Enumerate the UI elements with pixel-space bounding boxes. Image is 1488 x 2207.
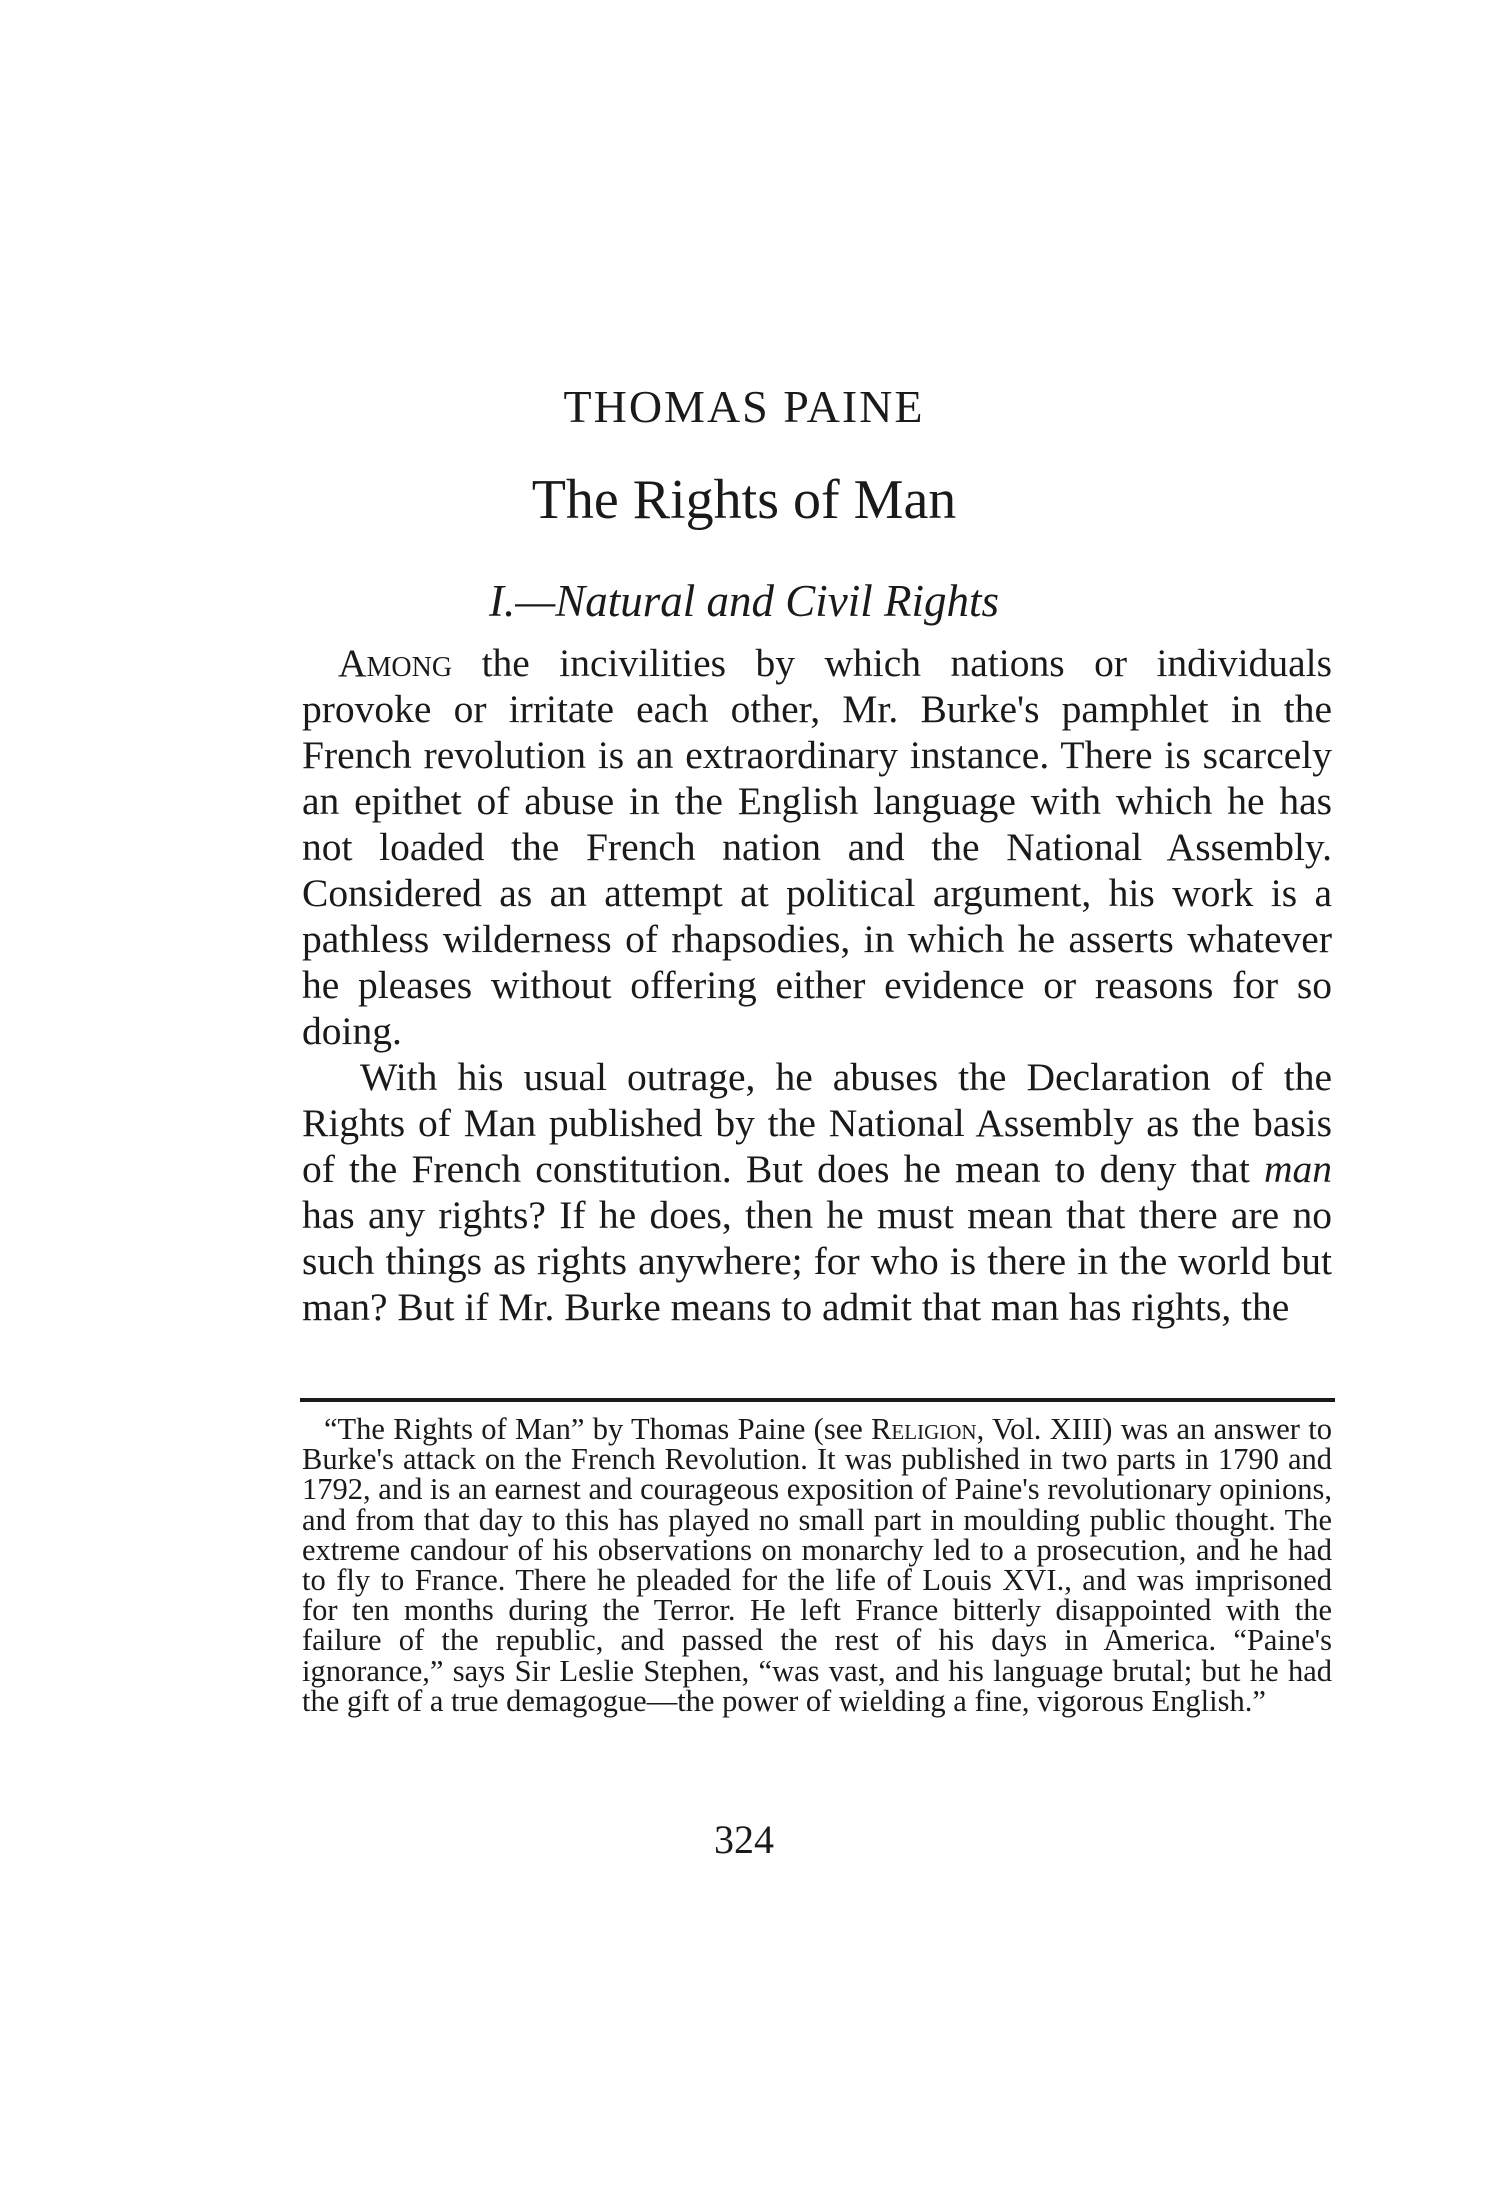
footnote-text-after: , Vol. XIII) was an answer to Burke's attack on the French Revolution. It was published in two parts in 1790 and 1792, and is an earnest and courageous exposition of Paine's revolutionary opinions, and from that day to this has played no small part in moulding public thought. The extreme candour of his observations on monarchy led to a prosecution, and he had to fly to France. There he pleaded for the life of Louis XVI., and was imprisoned for ten months during the Terror. He left France bitterly disappointed with the failure of the republic, and passed the rest of his days in America. “Paine's ignorance,” says Sir Leslie Stephen, “was vast, and his language brutal; but he had the gift of a true demagogue—the power of wielding a fine, vigorous English.” bbox=[302, 1412, 1332, 1718]
footnote-paragraph bbox=[302, 1414, 1332, 1716]
footnote-divider bbox=[300, 1398, 1335, 1402]
paragraph-1 bbox=[302, 640, 1332, 1054]
body-text bbox=[302, 640, 1332, 1330]
author-heading: THOMAS PAINE bbox=[563, 381, 925, 432]
footnote-text-before: “The Rights of Man” by Thomas Paine (see bbox=[324, 1412, 872, 1446]
page-number: 324 bbox=[714, 1817, 774, 1862]
page-title: The Rights of Man bbox=[531, 469, 957, 531]
section-heading: I.—Natural and Civil Rights bbox=[488, 576, 1000, 626]
footnote-reference: Religion bbox=[871, 1412, 977, 1446]
paragraph-2 bbox=[302, 1054, 1332, 1330]
paragraph-1-text: the incivilities by which nations or individuals provoke or irritate each other, Mr. Burke's pamphlet in the French revolution is an extraordinary instance. There is scarcely an epithet of abuse in the English language with which he has not loaded the French nation and the National Assembly. Considered as an attempt at political argument, his work is a pathless wilderness of rhapsodies, in which he asserts whatever he pleases without offering either evidence or reasons for so doing. bbox=[302, 641, 1332, 1053]
paragraph-lead-word: Among bbox=[338, 641, 453, 685]
paragraph-2-text-after: has any rights? If he does, then he must mean that there are no such things as rights anywhere; for who is there in the world but man? But if Mr. Burke means to admit that man has rights, the bbox=[302, 1193, 1332, 1329]
paragraph-2-emphasis: man bbox=[1263, 1147, 1332, 1191]
footnote bbox=[302, 1414, 1332, 1716]
paragraph-2-text-before: With his usual outrage, he abuses the Declaration of the Rights of Man published by the National Assembly as the basis of the French constitution. But does he mean to deny that bbox=[302, 1055, 1332, 1191]
